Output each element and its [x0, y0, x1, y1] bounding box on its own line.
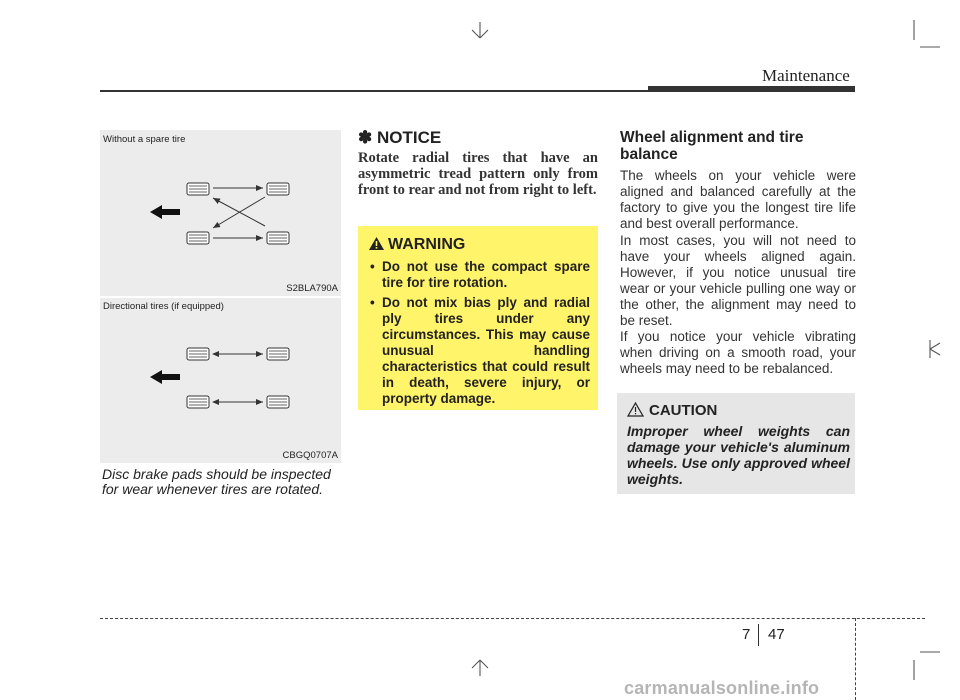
footer-vertical-rule	[855, 618, 856, 700]
tire-rotation-figure-directional	[100, 298, 341, 463]
tire-rotation-figure-no-spare	[100, 130, 341, 296]
figure-code: S2BLA790A	[286, 283, 338, 294]
warning-item: • Do not use the compact spare tire for tire rotation.	[370, 259, 590, 291]
asterisk-icon: ✽	[358, 128, 373, 147]
tire-rotation-diagram	[100, 130, 341, 296]
header-rule-accent	[648, 86, 855, 92]
caution-triangle-icon	[627, 402, 644, 417]
arrow-left-icon	[150, 205, 180, 219]
paragraph: If you notice your vehicle vibrating when driving on a smooth road, your wheels may need to be rebalanced.	[620, 329, 856, 376]
header-rule	[100, 90, 648, 92]
tire-icon	[267, 396, 289, 408]
arrow-left-icon	[150, 370, 180, 384]
warning-title: WARNING	[388, 236, 466, 253]
section-title: Maintenance	[762, 66, 850, 85]
warning-list	[370, 259, 590, 411]
notice-heading	[358, 128, 441, 148]
page-number: 47	[768, 626, 785, 643]
caution-title: CAUTION	[649, 402, 718, 419]
wheel-alignment-heading: Wheel alignment and tire balance	[620, 129, 804, 163]
tire-icon	[267, 348, 289, 360]
tire-icon	[267, 232, 289, 244]
notice-body: Rotate radial tires that have an asymmetric tread pattern only from front to rear and not from right to left.	[358, 150, 598, 198]
tire-icon	[267, 183, 289, 195]
watermark: carmanualsonline.info	[624, 678, 820, 698]
caution-box	[617, 393, 855, 494]
paragraph: The wheels on your vehicle were aligned and balanced carefully at the factory to give you the longest tire life and best overall performance.	[620, 168, 856, 231]
tire-icon	[187, 348, 209, 360]
tire-icon	[187, 183, 209, 195]
figure-caption: Without a spare tire	[103, 134, 186, 145]
figure-code: CBGQ0707A	[282, 450, 338, 461]
caution-body: Improper wheel weights can damage your vehicle's aluminum wheels. Use only approved wheel weights.	[627, 423, 850, 487]
paragraph: In most cases, you will not need to have your wheels aligned again. However, if you notice unusual tire wear or your vehicle pulling one way or the other, the alignment may need to be reset.	[620, 233, 856, 328]
directional-rotation-diagram	[100, 298, 341, 463]
notice-title: NOTICE	[376, 128, 442, 147]
tire-icon	[187, 232, 209, 244]
warning-triangle-icon	[368, 236, 385, 251]
tire-icon	[187, 396, 209, 408]
figure-caption: Directional tires (if equipped)	[103, 301, 224, 312]
warning-box	[358, 226, 598, 410]
chapter-number: 7	[742, 626, 751, 643]
page-number-divider	[758, 624, 759, 646]
footer-rule	[100, 618, 925, 619]
figure-note: Disc brake pads should be inspected for wear whenever tires are rotated.	[102, 466, 331, 497]
warning-item: • Do not mix bias ply and radial ply tires under any circumstances. This may cause unusual handling characteristics that could result in death, severe injury, or property damage.	[370, 295, 590, 407]
